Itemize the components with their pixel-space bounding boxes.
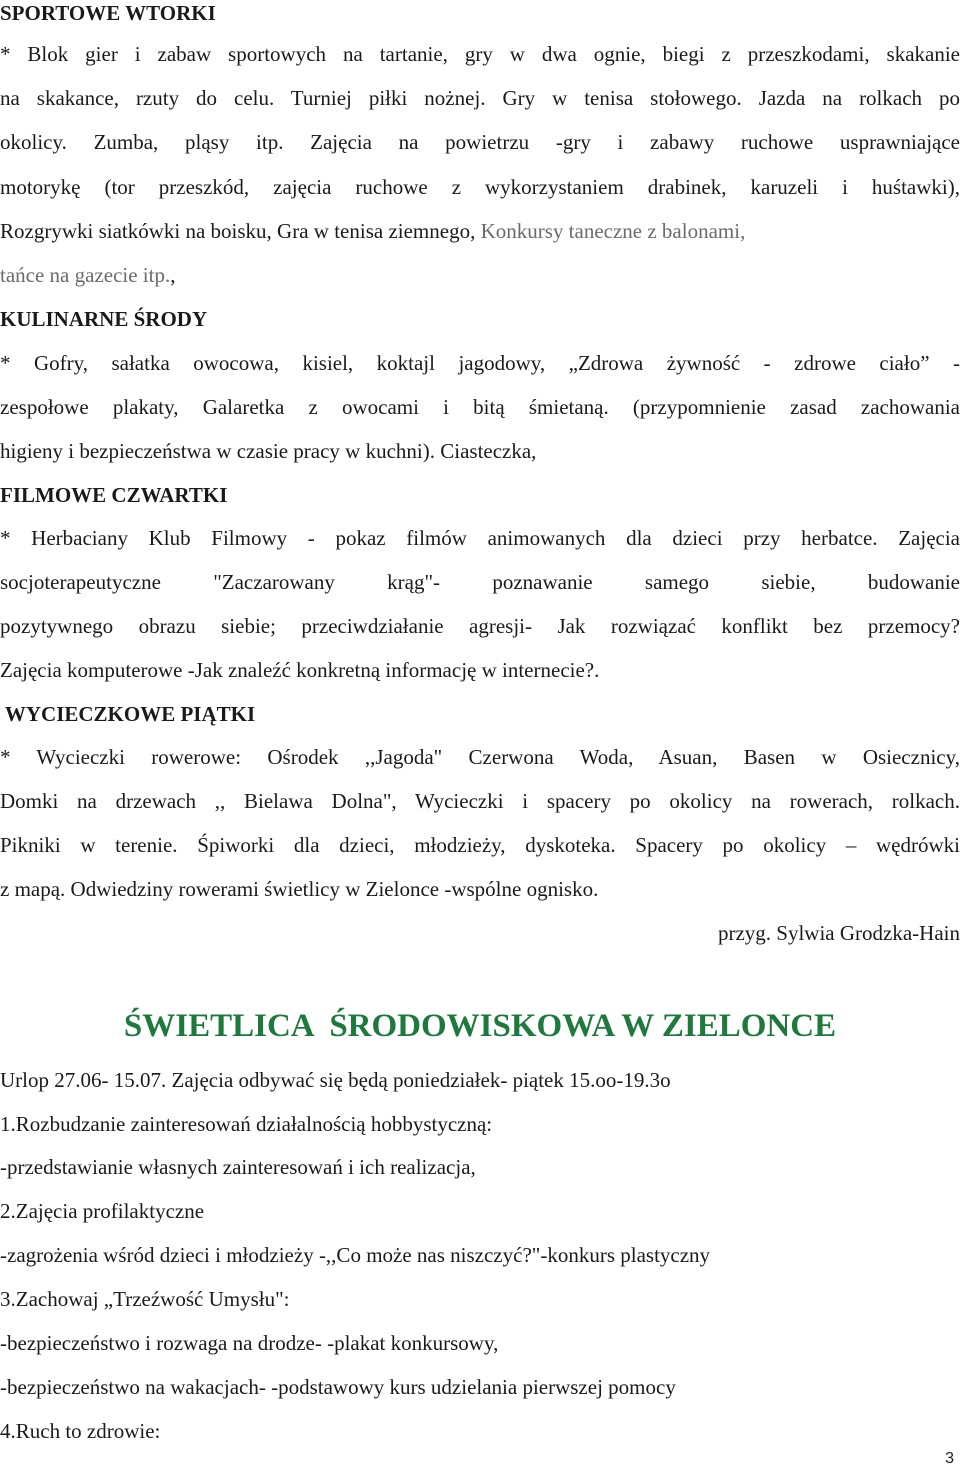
plan-line: 2.Zajęcia profilaktyczne: [0, 1199, 205, 1223]
paragraph-line: * Blok gier i zabaw sportowych na tartanie, gry w dwa ognie, biegi z przeszkodami, skakanie: [0, 42, 960, 66]
paragraph-line: Pikniki w terenie. Śpiworki dla dzieci, młodzieży, dyskoteka. Spacery po okolicy – wędrówki: [0, 833, 960, 857]
plan-line: -bezpieczeństwo na wakacjach- -podstawowy kurs udzielania pierwszej pomocy: [0, 1375, 676, 1399]
paragraph-line: Domki na drzewach ,, Bielawa Dolna", Wycieczki i spacery po okolicy na rowerach, rolkach.: [0, 789, 960, 813]
paragraph-line: motorykę (tor przeszkód, zajęcia ruchowe z wykorzystaniem drabinek, karuzeli i huśtawki),: [0, 175, 960, 199]
paragraph-line: * Herbaciany Klub Filmowy - pokaz filmów animowanych dla dzieci przy herbatce. Zajęcia: [0, 526, 960, 550]
section-heading-tuesday: SPORTOWE WTORKI: [0, 1, 216, 25]
paragraph-line: socjoterapeutyczne "Zaczarowany krąg"- poznawanie samego siebie, budowanie: [0, 570, 960, 594]
section-heading-thursday: FILMOWE CZWARTKI: [0, 483, 228, 507]
paragraph-line: * Gofry, sałatka owocowa, kisiel, koktajl jagodowy, „Zdrowa żywność - zdrowe ciało” -: [0, 351, 960, 375]
paragraph-line: [0, 262, 960, 288]
paragraph-text-grey: tańce na gazecie itp.: [0, 263, 171, 287]
paragraph-line: pozytywnego obrazu siebie; przeciwdziałanie agresji- Jak rozwiązać konflikt bez przemocy?: [0, 614, 960, 638]
paragraph-line: na skakance, rzuty do celu. Turniej piłki nożnej. Gry w tenisa stołowego. Jazda na rolkach po: [0, 86, 960, 110]
paragraph-text: ,: [170, 263, 176, 287]
plan-line: 3.Zachowaj „Trzeźwość Umysłu":: [0, 1287, 290, 1311]
page-title: ŚWIETLICA ŚRODOWISKOWA W ZIELONCE: [123, 1008, 837, 1044]
paragraph-line: okolicy. Zumba, pląsy itp. Zajęcia na powietrzu -gry i zabawy ruchowe usprawniające: [0, 130, 960, 154]
section-heading-friday: WYCIECZKOWE PIĄTKI: [0, 702, 256, 726]
page-number: 3: [945, 1450, 954, 1467]
paragraph-line: [0, 218, 960, 244]
paragraph-line: higieny i bezpieczeństwa w czasie pracy w kuchni). Ciasteczka,: [0, 439, 537, 463]
paragraph-text: Rozgrywki siatkówki na boisku, Gra w tenisa ziemnego,: [0, 219, 481, 243]
paragraph-line: zespołowe plakaty, Galaretka z owocami i bitą śmietaną. (przypomnienie zasad zachowania: [0, 395, 960, 419]
plan-line: -zagrożenia wśród dzieci i młodzieży -,,Co może nas niszczyć?"-konkurs plastyczny: [0, 1243, 711, 1267]
signature: przyg. Sylwia Grodzka-Hain: [717, 921, 960, 945]
paragraph-line: Zajęcia komputerowe -Jak znaleźć konkretną informację w internecie?.: [0, 658, 600, 682]
plan-line: 4.Ruch to zdrowie:: [0, 1419, 161, 1443]
plan-line: Urlop 27.06- 15.07. Zajęcia odbywać się będą poniedziałek- piątek 15.oo-19.3o: [0, 1068, 671, 1092]
paragraph-line: * Wycieczki rowerowe: Ośrodek ,,Jagoda" Czerwona Woda, Asuan, Basen w Osiecznicy,: [0, 745, 960, 769]
plan-line: 1.Rozbudzanie zainteresowań działalnością hobbystyczną:: [0, 1112, 493, 1136]
paragraph-line: z mapą. Odwiedziny rowerami świetlicy w Zielonce -wspólne ognisko.: [0, 877, 599, 901]
plan-line: -przedstawianie własnych zainteresowań i ich realizacja,: [0, 1155, 476, 1179]
paragraph-text-grey: Konkursy taneczne z balonami,: [480, 219, 746, 243]
section-heading-wednesday: KULINARNE ŚRODY: [0, 307, 208, 331]
plan-line: -bezpieczeństwo i rozwaga na drodze- -plakat konkursowy,: [0, 1331, 499, 1355]
